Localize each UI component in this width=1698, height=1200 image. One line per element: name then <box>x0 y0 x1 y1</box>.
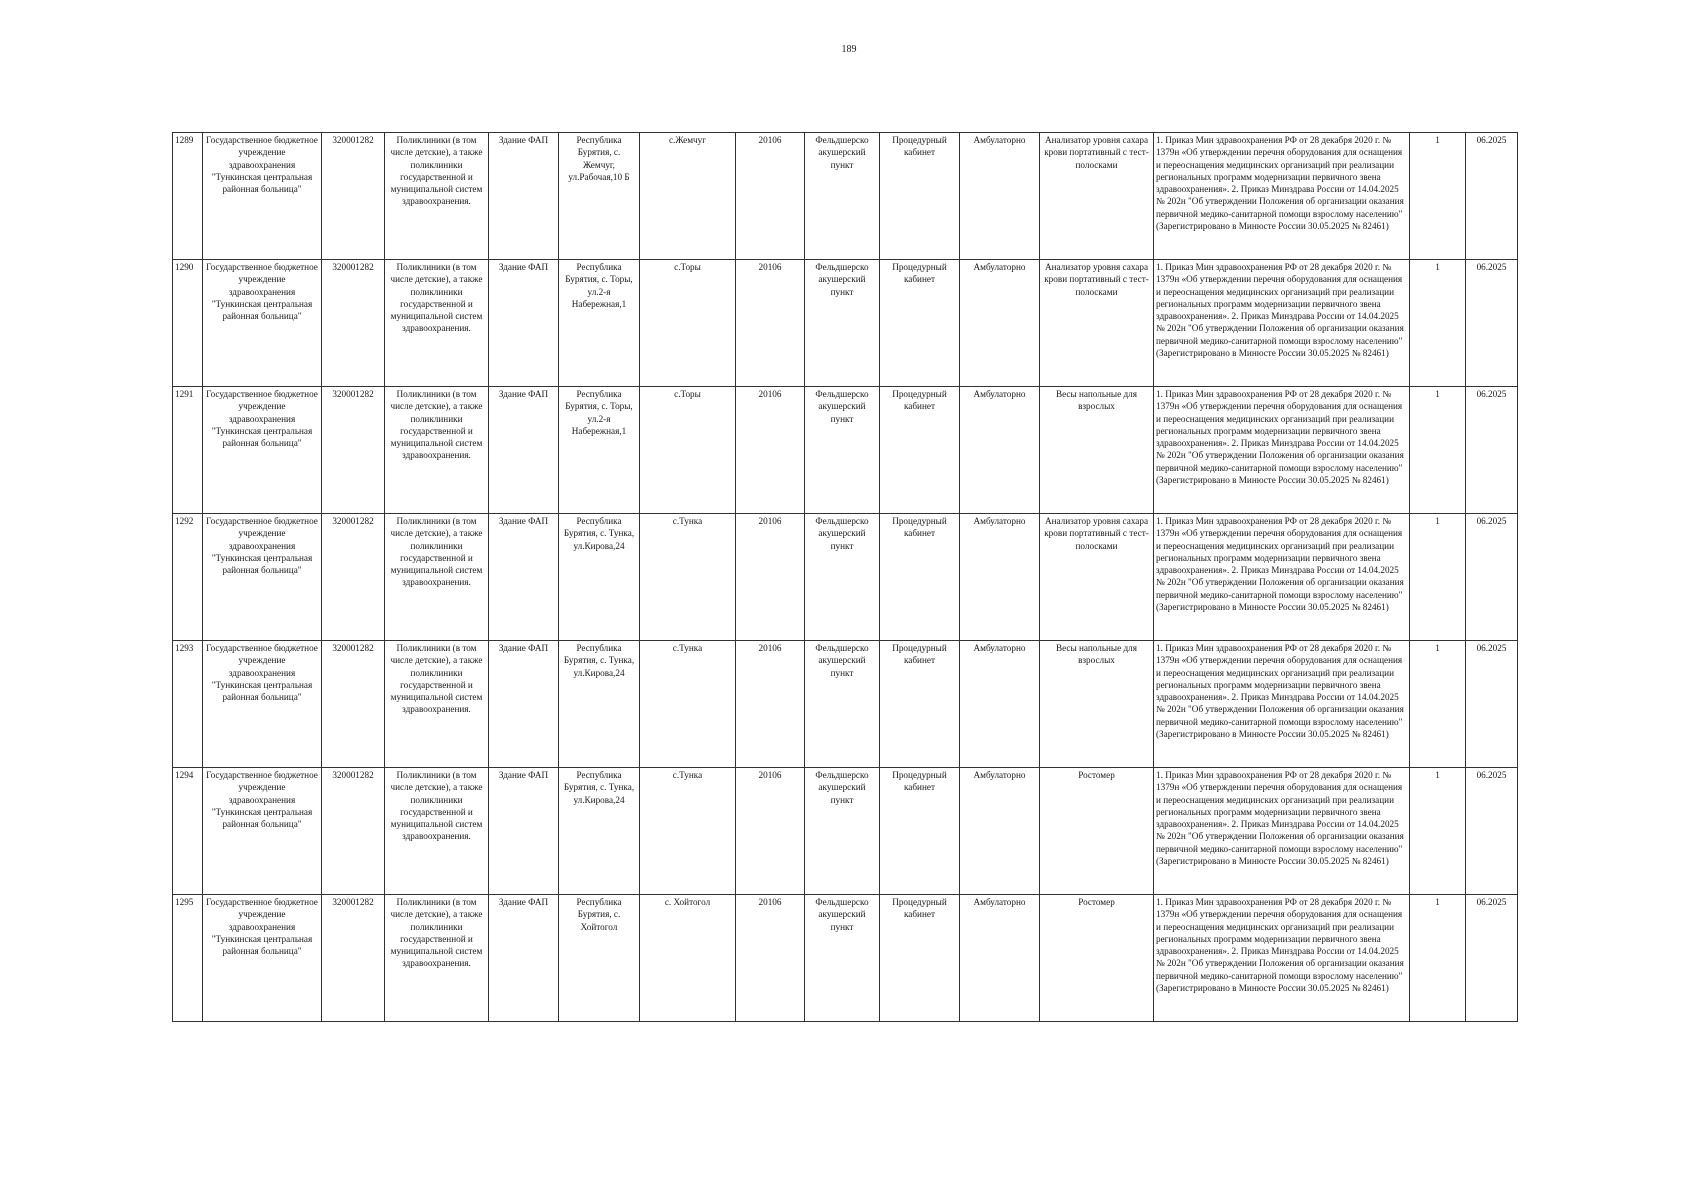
cell-unit: Фельдшерско акушерский пункт <box>805 768 880 895</box>
table-row <box>173 133 1518 260</box>
cell-legal-basis: 1. Приказ Мин здравоохранения РФ от 28 декабря 2020 г. № 1379н «Об утверждении перечня оборудования для оснащения и переоснащения медицинских организаций при реализации региональных программ модернизации первичного звена здравоохранения». 2. Приказ Минздрава России от 14.04.2025 № 202н "Об утверждении Положения об организации оказания первичной медико-санитарной помощи взрослому населению" (Зарегистрировано в Минюсте России 30.05.2025 № 82461) <box>1154 895 1410 1022</box>
cell-quantity: 1 <box>1410 387 1466 514</box>
cell-quantity: 1 <box>1410 514 1466 641</box>
cell-address: Республика Бурятия, с. Хойтогол <box>559 895 640 1022</box>
cell-unit: Фельдшерско акушерский пункт <box>805 387 880 514</box>
cell-care-form: Амбулаторно <box>960 768 1040 895</box>
cell-okato: 20106 <box>736 260 805 387</box>
table-row <box>173 514 1518 641</box>
cell-institution-type: Поликлиники (в том числе детские), а также поликлиники государственной и муниципальной систем здравоохранения. <box>385 514 489 641</box>
cell-unit: Фельдшерско акушерский пункт <box>805 133 880 260</box>
cell-unit: Фельдшерско акушерский пункт <box>805 641 880 768</box>
cell-institution-type: Поликлиники (в том числе детские), а также поликлиники государственной и муниципальной систем здравоохранения. <box>385 387 489 514</box>
cell-care-form: Амбулаторно <box>960 895 1040 1022</box>
cell-locality: с.Торы <box>640 260 736 387</box>
cell-number: 1289 <box>173 133 203 260</box>
cell-legal-basis: 1. Приказ Мин здравоохранения РФ от 28 декабря 2020 г. № 1379н «Об утверждении перечня оборудования для оснащения и переоснащения медицинских организаций при реализации региональных программ модернизации первичного звена здравоохранения». 2. Приказ Минздрава России от 14.04.2025 № 202н "Об утверждении Положения об организации оказания первичной медико-санитарной помощи взрослому населению" (Зарегистрировано в Минюсте России 30.05.2025 № 82461) <box>1154 260 1410 387</box>
cell-unit: Фельдшерско акушерский пункт <box>805 514 880 641</box>
cell-equipment: Анализатор уровня сахара крови портативный с тест-полосками <box>1040 133 1154 260</box>
cell-equipment: Ростомер <box>1040 895 1154 1022</box>
cell-code: 320001282 <box>322 895 385 1022</box>
cell-equipment: Весы напольные для взрослых <box>1040 387 1154 514</box>
cell-number: 1291 <box>173 387 203 514</box>
cell-date: 06.2025 <box>1466 133 1518 260</box>
cell-quantity: 1 <box>1410 768 1466 895</box>
cell-room: Процедурный кабинет <box>880 514 960 641</box>
cell-building: Здание ФАП <box>489 133 559 260</box>
cell-building: Здание ФАП <box>489 387 559 514</box>
cell-legal-basis: 1. Приказ Мин здравоохранения РФ от 28 декабря 2020 г. № 1379н «Об утверждении перечня оборудования для оснащения и переоснащения медицинских организаций при реализации региональных программ модернизации первичного звена здравоохранения». 2. Приказ Минздрава России от 14.04.2025 № 202н "Об утверждении Положения об организации оказания первичной медико-санитарной помощи взрослому населению" (Зарегистрировано в Минюсте России 30.05.2025 № 82461) <box>1154 641 1410 768</box>
cell-building: Здание ФАП <box>489 895 559 1022</box>
cell-code: 320001282 <box>322 133 385 260</box>
cell-date: 06.2025 <box>1466 895 1518 1022</box>
page-number: 189 <box>841 44 857 55</box>
cell-legal-basis: 1. Приказ Мин здравоохранения РФ от 28 декабря 2020 г. № 1379н «Об утверждении перечня оборудования для оснащения и переоснащения медицинских организаций при реализации региональных программ модернизации первичного звена здравоохранения». 2. Приказ Минздрава России от 14.04.2025 № 202н "Об утверждении Положения об организации оказания первичной медико-санитарной помощи взрослому населению" (Зарегистрировано в Минюсте России 30.05.2025 № 82461) <box>1154 387 1410 514</box>
cell-room: Процедурный кабинет <box>880 768 960 895</box>
cell-legal-basis: 1. Приказ Мин здравоохранения РФ от 28 декабря 2020 г. № 1379н «Об утверждении перечня оборудования для оснащения и переоснащения медицинских организаций при реализации региональных программ модернизации первичного звена здравоохранения». 2. Приказ Минздрава России от 14.04.2025 № 202н "Об утверждении Положения об организации оказания первичной медико-санитарной помощи взрослому населению" (Зарегистрировано в Минюсте России 30.05.2025 № 82461) <box>1154 133 1410 260</box>
cell-date: 06.2025 <box>1466 260 1518 387</box>
cell-locality: с.Тунка <box>640 641 736 768</box>
cell-number: 1290 <box>173 260 203 387</box>
cell-equipment: Анализатор уровня сахара крови портативный с тест-полосками <box>1040 260 1154 387</box>
cell-legal-basis: 1. Приказ Мин здравоохранения РФ от 28 декабря 2020 г. № 1379н «Об утверждении перечня оборудования для оснащения и переоснащения медицинских организаций при реализации региональных программ модернизации первичного звена здравоохранения». 2. Приказ Минздрава России от 14.04.2025 № 202н "Об утверждении Положения об организации оказания первичной медико-санитарной помощи взрослому населению" (Зарегистрировано в Минюсте России 30.05.2025 № 82461) <box>1154 514 1410 641</box>
cell-building: Здание ФАП <box>489 641 559 768</box>
cell-unit: Фельдшерско акушерский пункт <box>805 260 880 387</box>
cell-equipment: Весы напольные для взрослых <box>1040 641 1154 768</box>
cell-equipment: Анализатор уровня сахара крови портативный с тест-полосками <box>1040 514 1154 641</box>
table-row <box>173 895 1518 1022</box>
cell-organization: Государственное бюджетное учреждение здравоохранения "Тункинская центральная районная больница" <box>203 641 322 768</box>
cell-care-form: Амбулаторно <box>960 133 1040 260</box>
cell-care-form: Амбулаторно <box>960 514 1040 641</box>
cell-care-form: Амбулаторно <box>960 260 1040 387</box>
cell-okato: 20106 <box>736 641 805 768</box>
cell-date: 06.2025 <box>1466 514 1518 641</box>
cell-institution-type: Поликлиники (в том числе детские), а также поликлиники государственной и муниципальной систем здравоохранения. <box>385 895 489 1022</box>
cell-address: Республика Бурятия, с. Жемчуг, ул.Рабочая,10 Б <box>559 133 640 260</box>
cell-room: Процедурный кабинет <box>880 260 960 387</box>
cell-legal-basis: 1. Приказ Мин здравоохранения РФ от 28 декабря 2020 г. № 1379н «Об утверждении перечня оборудования для оснащения и переоснащения медицинских организаций при реализации региональных программ модернизации первичного звена здравоохранения». 2. Приказ Минздрава России от 14.04.2025 № 202н "Об утверждении Положения об организации оказания первичной медико-санитарной помощи взрослому населению" (Зарегистрировано в Минюсте России 30.05.2025 № 82461) <box>1154 768 1410 895</box>
cell-care-form: Амбулаторно <box>960 641 1040 768</box>
cell-room: Процедурный кабинет <box>880 133 960 260</box>
cell-institution-type: Поликлиники (в том числе детские), а также поликлиники государственной и муниципальной систем здравоохранения. <box>385 768 489 895</box>
cell-number: 1292 <box>173 514 203 641</box>
cell-okato: 20106 <box>736 768 805 895</box>
cell-okato: 20106 <box>736 895 805 1022</box>
cell-quantity: 1 <box>1410 895 1466 1022</box>
cell-organization: Государственное бюджетное учреждение здравоохранения "Тункинская центральная районная больница" <box>203 768 322 895</box>
cell-date: 06.2025 <box>1466 641 1518 768</box>
equipment-registry-table <box>172 132 1518 1022</box>
cell-quantity: 1 <box>1410 641 1466 768</box>
cell-room: Процедурный кабинет <box>880 641 960 768</box>
cell-okato: 20106 <box>736 133 805 260</box>
cell-organization: Государственное бюджетное учреждение здравоохранения "Тункинская центральная районная больница" <box>203 133 322 260</box>
table-row <box>173 641 1518 768</box>
cell-code: 320001282 <box>322 768 385 895</box>
cell-unit: Фельдшерско акушерский пункт <box>805 895 880 1022</box>
cell-locality: с.Тунка <box>640 514 736 641</box>
cell-code: 320001282 <box>322 514 385 641</box>
cell-locality: с.Торы <box>640 387 736 514</box>
cell-address: Республика Бурятия, с. Торы, ул.2-я Набережная,1 <box>559 387 640 514</box>
cell-number: 1295 <box>173 895 203 1022</box>
cell-room: Процедурный кабинет <box>880 387 960 514</box>
cell-code: 320001282 <box>322 260 385 387</box>
cell-okato: 20106 <box>736 514 805 641</box>
cell-okato: 20106 <box>736 387 805 514</box>
cell-date: 06.2025 <box>1466 768 1518 895</box>
table-row <box>173 387 1518 514</box>
cell-locality: с. Хойтогол <box>640 895 736 1022</box>
cell-building: Здание ФАП <box>489 514 559 641</box>
table-row <box>173 768 1518 895</box>
cell-number: 1293 <box>173 641 203 768</box>
cell-address: Республика Бурятия, с. Торы, ул.2-я Набережная,1 <box>559 260 640 387</box>
cell-organization: Государственное бюджетное учреждение здравоохранения "Тункинская центральная районная больница" <box>203 260 322 387</box>
cell-date: 06.2025 <box>1466 387 1518 514</box>
cell-locality: с.Тунка <box>640 768 736 895</box>
cell-address: Республика Бурятия, с. Тунка, ул.Кирова,24 <box>559 514 640 641</box>
table-row <box>173 260 1518 387</box>
cell-equipment: Ростомер <box>1040 768 1154 895</box>
cell-organization: Государственное бюджетное учреждение здравоохранения "Тункинская центральная районная больница" <box>203 387 322 514</box>
cell-institution-type: Поликлиники (в том числе детские), а также поликлиники государственной и муниципальной систем здравоохранения. <box>385 641 489 768</box>
cell-building: Здание ФАП <box>489 768 559 895</box>
cell-code: 320001282 <box>322 641 385 768</box>
cell-address: Республика Бурятия, с. Тунка, ул.Кирова,24 <box>559 641 640 768</box>
cell-code: 320001282 <box>322 387 385 514</box>
cell-building: Здание ФАП <box>489 260 559 387</box>
cell-locality: с.Жемчуг <box>640 133 736 260</box>
cell-institution-type: Поликлиники (в том числе детские), а также поликлиники государственной и муниципальной систем здравоохранения. <box>385 260 489 387</box>
cell-quantity: 1 <box>1410 260 1466 387</box>
cell-number: 1294 <box>173 768 203 895</box>
cell-room: Процедурный кабинет <box>880 895 960 1022</box>
cell-quantity: 1 <box>1410 133 1466 260</box>
cell-organization: Государственное бюджетное учреждение здравоохранения "Тункинская центральная районная больница" <box>203 514 322 641</box>
cell-care-form: Амбулаторно <box>960 387 1040 514</box>
cell-institution-type: Поликлиники (в том числе детские), а также поликлиники государственной и муниципальной систем здравоохранения. <box>385 133 489 260</box>
cell-organization: Государственное бюджетное учреждение здравоохранения "Тункинская центральная районная больница" <box>203 895 322 1022</box>
cell-address: Республика Бурятия, с. Тунка, ул.Кирова,24 <box>559 768 640 895</box>
table-body <box>173 133 1518 1022</box>
